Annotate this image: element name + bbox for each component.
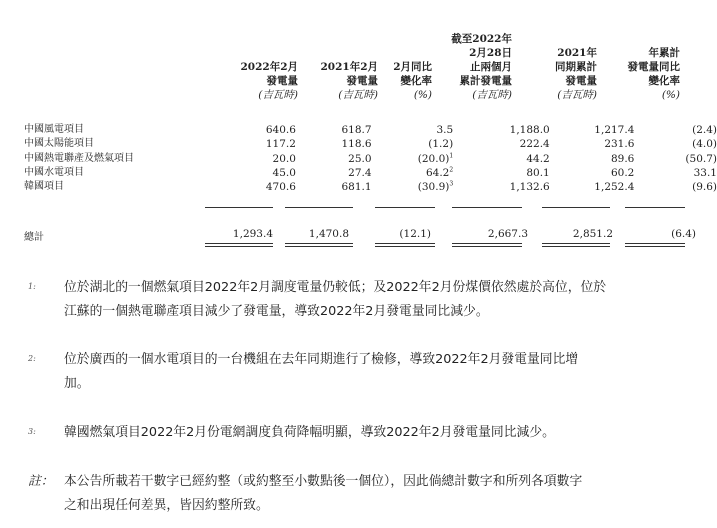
total-double-rule	[452, 246, 522, 247]
row-label: 中國太陽能項目	[24, 138, 94, 150]
note-2: 位於廣西的一個水電項目的一台機組在去年同期進行了檢修，導致2022年2月發電量同比增 加。	[64, 352, 579, 391]
table-cell: 64.2$^2$	[425, 166, 454, 179]
total-double-rule	[542, 243, 610, 244]
table-cell: 640.6	[265, 124, 296, 136]
column-header-4: 截至2022年 2月28日 止兩個月 累計發電量 (吉瓦時)	[451, 33, 512, 101]
total-cell: 2,667.3	[487, 228, 528, 240]
total-cell: (6.4)	[671, 228, 696, 240]
table-cell: (50.7)	[685, 152, 717, 165]
table-cell: 33.1	[693, 166, 717, 179]
table-cell: $(30.9)^3$	[417, 180, 454, 194]
table-cell: 470.6	[265, 181, 296, 194]
row-label: 中國水電項目	[24, 166, 84, 178]
total-double-rule	[205, 246, 273, 247]
generation-table	[24, 123, 717, 194]
table-row	[24, 180, 717, 194]
row-label: 韓國項目	[24, 181, 64, 193]
total-cell: (12.1)	[399, 228, 431, 240]
table-cell: 45.0	[272, 166, 296, 179]
total-double-rule	[625, 243, 685, 244]
total-double-rule	[542, 246, 610, 247]
table-cell: (9.6)	[692, 181, 717, 194]
column-header-3: 2月同比 變化率 (%)	[393, 61, 432, 101]
note-marker: 2:	[28, 354, 36, 363]
column-header-1: 2022年2月 發電量 (吉瓦時)	[240, 61, 298, 101]
subtotal-rule	[542, 207, 610, 208]
table-cell: 1,252.4	[594, 181, 635, 194]
subtotal-rule	[375, 207, 435, 208]
table-cell: (4.0)	[692, 138, 717, 151]
total-double-rule	[452, 243, 522, 244]
total-double-rule	[375, 243, 435, 244]
table-cell: (2.4)	[692, 124, 717, 136]
table-cell: $(20.0)^1$	[417, 152, 454, 165]
subtotal-rule	[625, 207, 685, 208]
total-cell: 1,293.4	[232, 228, 273, 240]
note-marker: 1:	[28, 282, 36, 291]
table-cell: 60.2	[610, 166, 635, 179]
table-cell: 222.4	[519, 138, 550, 151]
footnote-marker: 註：	[28, 474, 54, 489]
table-cell: 118.6	[341, 138, 372, 151]
table-row	[24, 152, 717, 166]
subtotal-rule	[285, 207, 353, 208]
table-row	[24, 137, 717, 151]
column-header-2: 2021年2月 發電量 (吉瓦時)	[320, 61, 378, 101]
table-cell: 44.2	[526, 152, 550, 165]
subtotal-rule	[452, 207, 522, 208]
table-cell: 117.2	[265, 138, 296, 151]
table-cell: 1,188.0	[509, 124, 550, 136]
total-cell: 2,851.2	[572, 228, 613, 240]
column-header-6: 年累計 發電量同比 變化率 (%)	[627, 47, 680, 101]
footnote-ref: 1	[449, 152, 454, 160]
subtotal-rule	[205, 207, 273, 208]
table-cell: 80.1	[526, 166, 550, 179]
total-double-rule	[375, 246, 435, 247]
table-cell: 20.0	[272, 152, 296, 165]
row-label: 中國熱電聯產及燃氣項目	[24, 152, 134, 164]
table-cell: 681.1	[341, 181, 372, 194]
table-cell: (1.2)	[428, 138, 454, 151]
column-header-5: 2021年 同期累計 發電量 (吉瓦時)	[555, 47, 597, 101]
total-cell: 1,470.8	[308, 228, 349, 240]
total-label: 總計	[24, 232, 44, 243]
footnote-ref: 3	[449, 180, 454, 188]
table-cell: 89.6	[610, 152, 635, 165]
total-double-rule	[285, 246, 353, 247]
footnote-ref: 2	[449, 166, 454, 174]
note-1: 位於湖北的一個燃氣項目2022年2月調度電量仍較低；及2022年2月份煤價依然處於高位，位於 江蘇的一個熱電聯產項目減少了發電量，導致2022年2月發電量同比減少。	[64, 280, 607, 319]
table-row	[24, 123, 717, 137]
table-row	[24, 166, 717, 180]
table-cell: 25.0	[348, 152, 372, 165]
footnote-text: 本公告所載若干數字已經約整（或約整至小數點後一個位），因此倘總計數字和所列各項數字 之和出現任何差異，皆因約整所致。	[64, 474, 583, 513]
total-double-rule	[205, 243, 273, 244]
table-cell: 1,217.4	[594, 124, 635, 136]
table-cell: 1,132.6	[509, 181, 550, 194]
table-cell: 27.4	[348, 166, 372, 179]
table-cell: 231.6	[604, 138, 635, 151]
table-cell: 3.5	[436, 124, 454, 136]
row-label: 中國風電項目	[24, 124, 84, 135]
table-cell: 618.7	[341, 124, 372, 136]
total-double-rule	[285, 243, 353, 244]
total-double-rule	[625, 246, 685, 247]
note-marker: 3:	[28, 427, 36, 436]
note-3: 韓國燃氣項目2022年2月份電網調度負荷降幅明顯，導致2022年2月發電量同比減少。	[64, 425, 555, 440]
